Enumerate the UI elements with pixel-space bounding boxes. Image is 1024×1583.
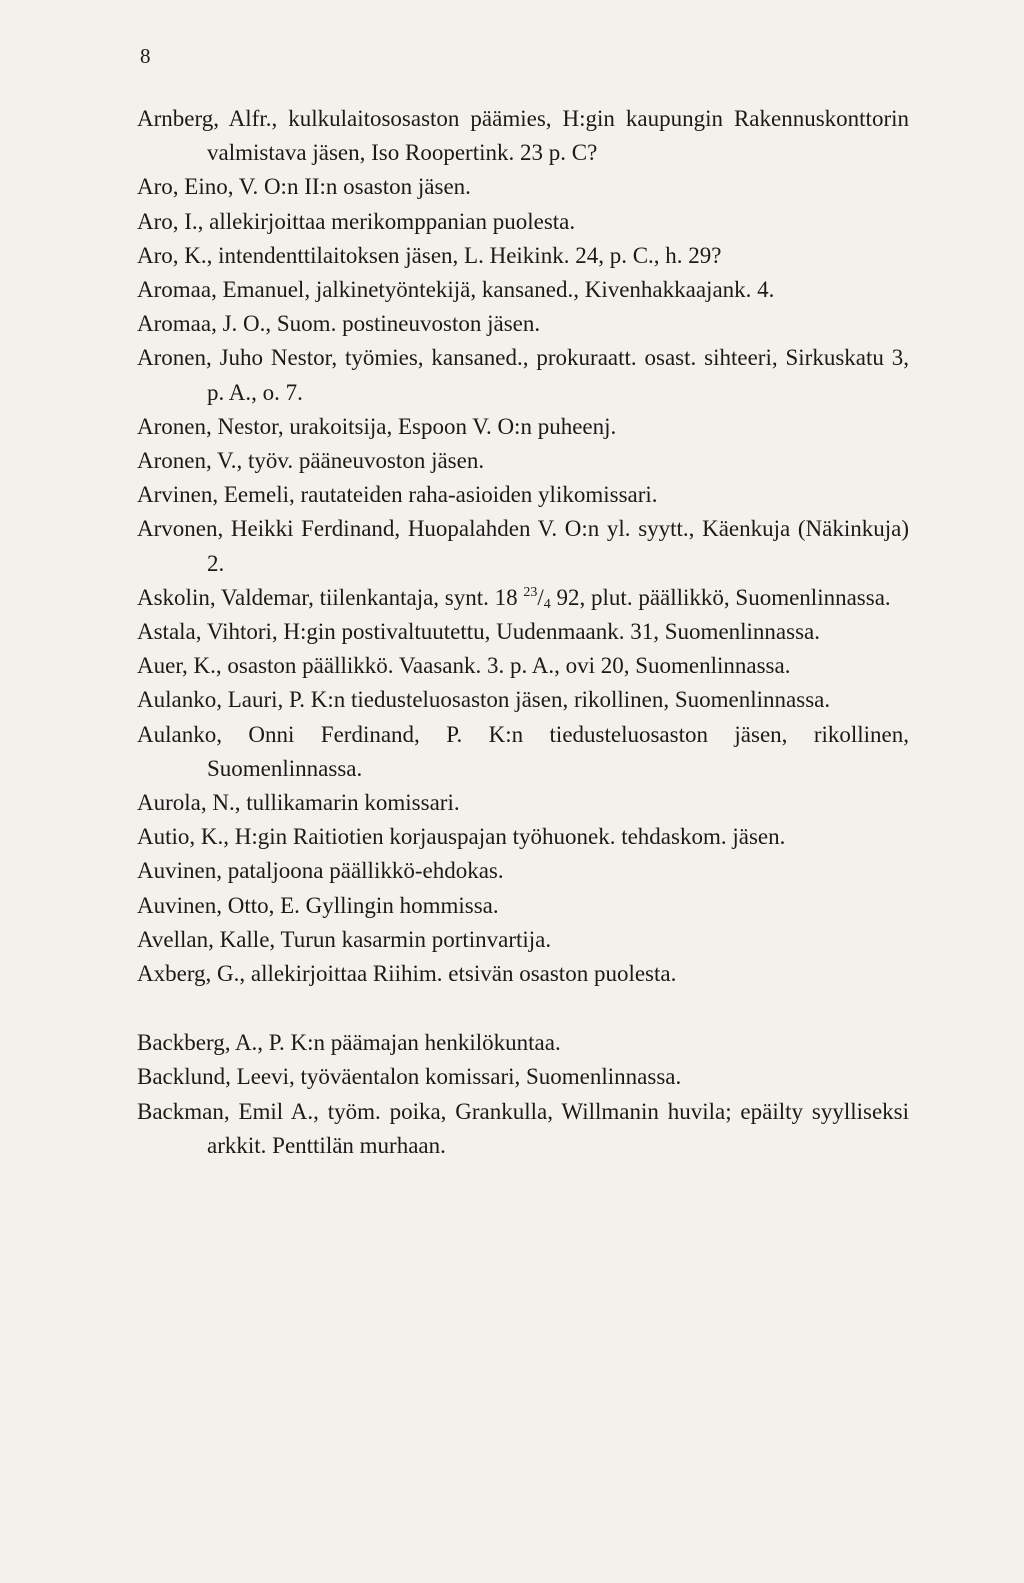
list-item: Auvinen, Otto, E. Gyllingin hommissa. (137, 892, 499, 918)
list-item: Autio, K., H:gin Raitiotien korjauspajan työhuonek. tehdaskom. jäsen. (137, 824, 786, 850)
askolin-text-pre: Askolin, Valdemar, tiilenkantaja, synt. 18 (137, 584, 524, 610)
list-item: Auvinen, pataljoona päällikkö-ehdokas. (137, 858, 504, 884)
list-item-askolin (137, 581, 909, 615)
date-superscript: 23 (523, 584, 538, 600)
list-item: Arvonen, Heikki Ferdinand, Huopalahden V. O:n yl. syytt., Käenkuja (Näkinkuja) 2. (137, 516, 909, 576)
list-item: Aulanko, Onni Ferdinand, P. K:n tiedusteluosaston jäsen, rikollinen, Suomenlinnassa. (137, 721, 909, 781)
date-subscript: 4 (543, 596, 551, 612)
list-item: Aro, K., intendenttilaitoksen jäsen, L. Heikink. 24, p. C., h. 29? (137, 242, 722, 268)
page-number: 8 (140, 44, 151, 68)
list-item: Aromaa, Emanuel, jalkinetyöntekijä, kansaned., Kivenhakkaajank. 4. (137, 277, 775, 303)
list-item: Arvinen, Eemeli, rautateiden raha-asioiden ylikomissari. (137, 482, 658, 508)
list-item: Aro, Eino, V. O:n II:n osaston jäsen. (137, 174, 471, 200)
entry-list (137, 102, 909, 1163)
list-item: Auer, K., osaston päällikkö. Vaasank. 3. p. A., ovi 20, Suomenlinnassa. (137, 653, 791, 679)
list-item: Arnberg, Alfr., kulkulaitososaston päämies, H:gin kaupungin Rakennuskonttorin valmistava jäsen, Iso Roopertink. 23 p. C? (137, 106, 909, 166)
list-item: Backberg, A., P. K:n päämajan henkilökuntaa. (137, 1030, 561, 1056)
list-item: Aronen, Nestor, urakoitsija, Espoon V. O:n puheenj. (137, 413, 617, 439)
list-item: Aro, I., allekirjoittaa merikomppanian puolesta. (137, 208, 576, 234)
list-item: Aulanko, Lauri, P. K:n tiedusteluosaston jäsen, rikollinen, Suomenlinnassa. (137, 687, 831, 713)
list-item: Aurola, N., tullikamarin komissari. (137, 790, 460, 816)
list-item: Astala, Vihtori, H:gin postivaltuutettu, Uudenmaank. 31, Suomenlinnassa. (137, 619, 821, 645)
list-item: Axberg, G., allekirjoittaa Riihim. etsivän osaston puolesta. (137, 961, 677, 987)
list-item: Aromaa, J. O., Suom. postineuvoston jäsen. (137, 311, 541, 337)
askolin-text-post: 92, plut. päällikkö, Suomenlinnassa. (550, 584, 891, 610)
date-slash: / (537, 584, 544, 610)
list-item: Backman, Emil A., työm. poika, Grankulla, Willmanin huvila; epäilty syylliseksi arkkit. Penttilän murhaan. (137, 1098, 909, 1158)
list-item: Aronen, V., työv. pääneuvoston jäsen. (137, 448, 485, 474)
list-item: Backlund, Leevi, työväentalon komissari, Suomenlinnassa. (137, 1064, 682, 1090)
list-item: Aronen, Juho Nestor, työmies, kansaned., prokuraatt. osast. sihteeri, Sirkuskatu 3, p. A., o. 7. (137, 345, 909, 405)
list-item: Avellan, Kalle, Turun kasarmin portinvartija. (137, 926, 552, 952)
